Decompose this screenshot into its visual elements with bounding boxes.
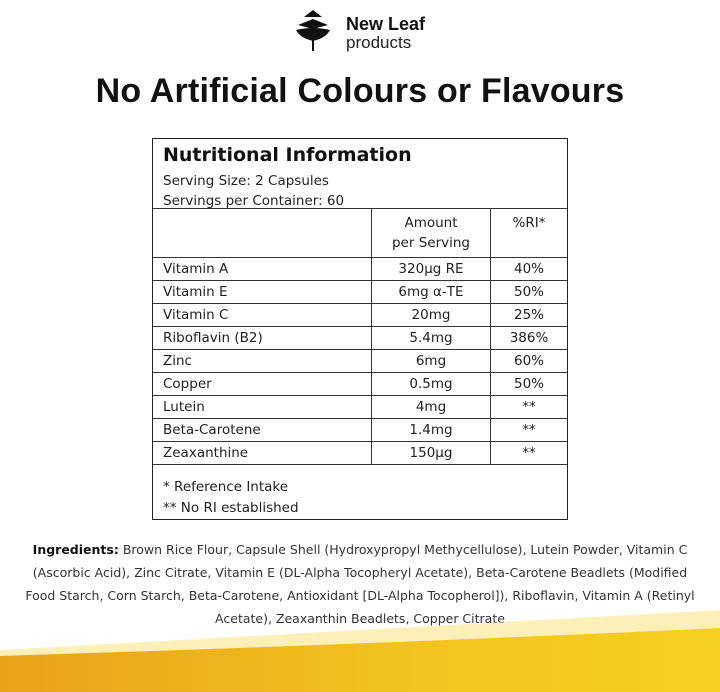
nutrient-ri: 60%	[491, 350, 568, 373]
nutrient-name: Copper	[153, 373, 372, 396]
nutrient-amount: 20mg	[372, 304, 491, 327]
nutrient-amount: 320µg RE	[372, 258, 491, 281]
serving-size: Serving Size: 2 Capsules	[163, 173, 329, 189]
table-row	[153, 442, 567, 465]
brand-name: New Leaf	[346, 14, 426, 34]
nutrient-ri: 40%	[491, 258, 568, 281]
nutrition-panel	[152, 138, 568, 520]
table-row	[153, 304, 567, 327]
servings-per-container: Servings per Container: 60	[163, 193, 345, 209]
nutrient-ri: 386%	[491, 327, 568, 350]
footnote-no-ri: ** No RI established	[163, 500, 299, 516]
nutrient-name: Vitamin A	[153, 258, 372, 281]
header-nutrient	[153, 209, 372, 258]
nutrient-name: Vitamin C	[153, 304, 372, 327]
header-amount-line1: Amount	[404, 215, 458, 231]
table-row	[153, 281, 567, 304]
nutrient-amount: 6mg α-TE	[372, 281, 491, 304]
footnote-reference-intake: * Reference Intake	[163, 479, 289, 495]
nutrient-amount: 6mg	[372, 350, 491, 373]
nutrient-ri: **	[491, 396, 568, 419]
ingredients-text: Brown Rice Flour, Capsule Shell (Hydroxypropyl Methycellulose), Lutein Powder, Vitamin C (Ascorbic Acid), Zinc Citrate, Vitamin E (DL-Alpha Tocopheryl Acetate), Beta-Carotene Beadlets (Modified Food Starch, Corn Starch, Beta-Carotene, Antioxidant [DL-Alpha Tocopherol]), Riboflavin, Vitamin A (Retinyl Acetate), Zeaxanthin Beadlets, Copper Citrate	[25, 542, 695, 626]
nutrient-name: Riboflavin (B2)	[153, 327, 372, 350]
header-ri: %RI*	[491, 209, 568, 258]
nutrient-name: Zinc	[153, 350, 372, 373]
nutrient-ri: **	[491, 419, 568, 442]
nutrient-ri: **	[491, 442, 568, 465]
brand-logo	[288, 8, 448, 52]
leaf-tree-icon	[288, 8, 338, 52]
nutrient-name: Beta-Carotene	[153, 419, 372, 442]
nutrient-amount: 1.4mg	[372, 419, 491, 442]
table-row	[153, 327, 567, 350]
headline: No Artificial Colours or Flavours	[95, 72, 625, 110]
nutrient-name: Vitamin E	[153, 281, 372, 304]
decorative-wave	[0, 600, 720, 692]
ingredients-label: Ingredients:	[32, 542, 119, 557]
footnotes	[163, 477, 299, 519]
nutrient-amount: 5.4mg	[372, 327, 491, 350]
nutrient-amount: 150µg	[372, 442, 491, 465]
header-amount-line2: per Serving	[391, 235, 470, 251]
table-row	[153, 373, 567, 396]
header-amount	[372, 209, 491, 258]
nutrition-table	[153, 208, 567, 465]
nutrient-ri: 25%	[491, 304, 568, 327]
nutrient-amount: 4mg	[372, 396, 491, 419]
table-row	[153, 258, 567, 281]
nutrient-amount: 0.5mg	[372, 373, 491, 396]
table-row	[153, 350, 567, 373]
nutrient-name: Lutein	[153, 396, 372, 419]
nutrient-ri: 50%	[491, 373, 568, 396]
brand-subname: products	[346, 33, 412, 52]
table-row	[153, 419, 567, 442]
table-header-row	[153, 209, 567, 258]
nutrient-name: Zeaxanthine	[153, 442, 372, 465]
table-row	[153, 396, 567, 419]
panel-title: Nutritional Information	[163, 144, 412, 166]
nutrient-ri: 50%	[491, 281, 568, 304]
